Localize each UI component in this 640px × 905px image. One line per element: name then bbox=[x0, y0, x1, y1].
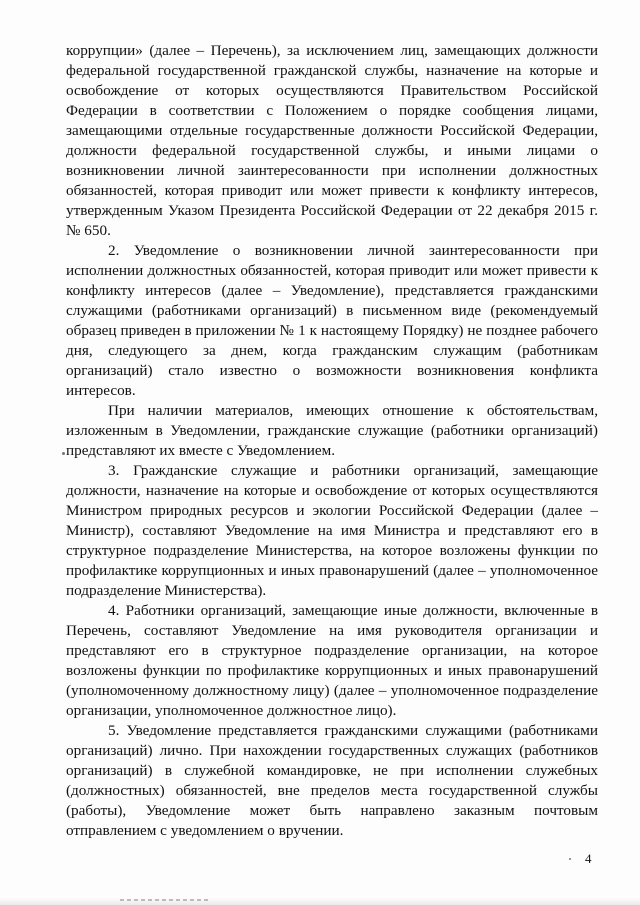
scan-artifact-dot bbox=[569, 858, 571, 860]
page-number: 4 bbox=[585, 851, 592, 866]
paragraph-continuation: коррупции» (далее – Перечень), за исключением лиц, замещающих должности федеральной государственной гражданской службы, назначение на которые и освобождение от которых осуществляются Правительством Российской Федерации в соответствии с Положением о порядке сообщения лицами, замещающими отдельные государственные должности Российской Федерации, должности федеральной государственной службы, и иными лицами о возникновении личной заинтересованности при исполнении должностных обязанностей, которая приводит или может привести к конфликту интересов, утвержденным Указом Президента Российской Федерации от 22 декабря 2015 г. № 650. bbox=[66, 42, 598, 239]
paragraph-2-notification: 2. Уведомление о возникновении личной заинтересованности при исполнении должностных обязанностей, которая приводит или может привести к конфликту интересов (далее – Уведомление), представляется гражданскими служащими (работниками организаций) в письменном виде (рекомендуемый образец приведен в приложении № 1 к настоящему Порядку) не позднее рабочего дня, следующего за днем, когда гражданским служащим (работникам организаций) стало известно о возможности возникновения конфликта интересов. bbox=[66, 242, 598, 399]
paragraph-2-materials: При наличии материалов, имеющих отношение к обстоятельствам, изложенным в Уведомлении, гражданские служащие (работники организаций) представляют их вместе с Уведомлением. bbox=[66, 402, 598, 459]
paragraph-3-minister: 3. Гражданские служащие и работники организаций, замещающие должности, назначение на которые и освобождение от которых осуществляются Министром природных ресурсов и экологии Российской Федерации (далее – Министр), составляют Уведомление на имя Министра и представляют его в структурное подразделение Министерства, на которое возложены функции по профилактике коррупционных и иных правонарушений (далее – уполномоченное подразделение Министерства). bbox=[66, 462, 598, 599]
paragraph-4-organizations: 4. Работники организаций, замещающие иные должности, включенные в Перечень, составляют Уведомление на имя руководителя организации и представляют его в структурное подразделение организации, на которое возложены функции по профилактике коррупционных и иных правонарушений (уполномоченному должностному лицу) (далее – уполномоченное подразделение организации, уполномоченное должностное лицо). bbox=[66, 602, 598, 719]
paragraph-5-delivery: 5. Уведомление представляется гражданскими служащими (работниками организаций) лично. При нахождении государственных служащих (работников организаций) в служебной командировке, не при исполнении служебных (должностных) обязанностей, вне пределов места государственной службы (работы), Уведомление может быть направлено заказным почтовым отправлением с уведомлением о вручении. bbox=[66, 722, 598, 839]
scan-edge-mark bbox=[120, 899, 210, 901]
scan-artifact-dot bbox=[62, 452, 65, 455]
document-body bbox=[66, 41, 598, 841]
scan-bottom-edge bbox=[0, 898, 640, 905]
